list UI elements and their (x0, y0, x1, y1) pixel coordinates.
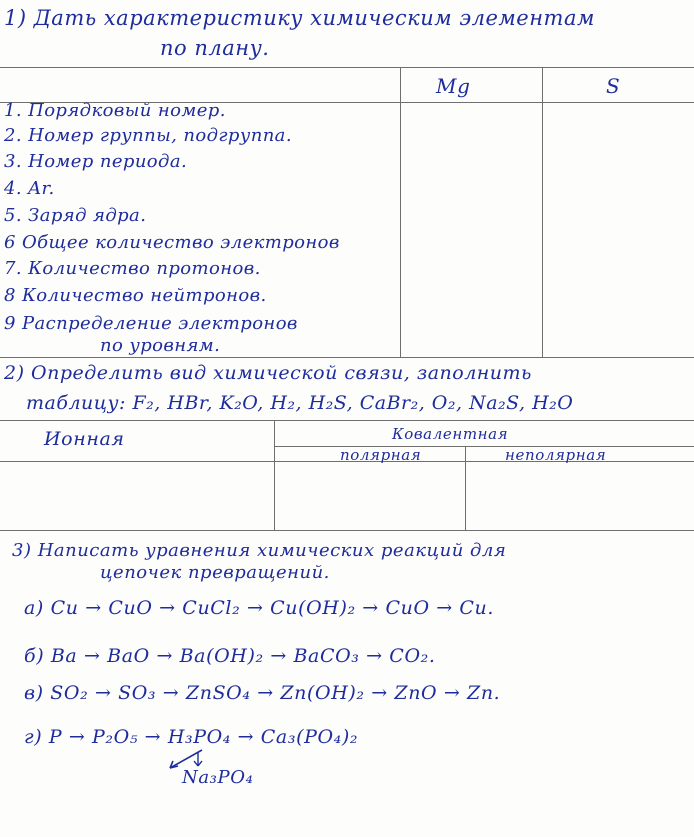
column-header-nonpolar: неполярная (505, 446, 607, 464)
reaction-chain-v: в) SO₂ → SO₃ → ZnSO₄ → Zn(OH)₂ → ZnO → Zn. (24, 682, 501, 704)
plan-item-continuation: по уровням. (100, 335, 221, 356)
task2-heading-line1: 2) Определить вид химической связи, заполнить (4, 362, 532, 384)
task3-heading-line1: 3) Написать уравнения химических реакций для (12, 540, 507, 561)
table-bottom-border (0, 530, 694, 531)
task1-heading-line2: по плану. (160, 36, 270, 60)
plan-item: 5. Заряд ядра. (4, 205, 147, 226)
reaction-chain-g: г) P → P₂O₅ → H₃PO₄ → Ca₃(PO₄)₂ (24, 726, 359, 748)
reaction-chain-a: а) Cu → CuO → CuCl₂ → Cu(OH)₂ → CuO → Cu. (24, 597, 495, 619)
plan-item: 1. Порядковый номер. (4, 100, 226, 121)
column-header-ionic: Ионная (44, 428, 125, 450)
plan-item: 8 Количество нейтронов. (4, 285, 267, 306)
table-column-divider (465, 446, 466, 530)
table-top-border (0, 67, 694, 68)
task3-heading-line2: цепочек превращений. (100, 562, 330, 583)
table-column-divider (274, 420, 275, 530)
table-top-border (0, 420, 694, 421)
table-column-divider (542, 67, 543, 357)
plan-item: 9 Распределение электронов (4, 313, 298, 334)
table-column-divider (400, 67, 401, 357)
table-bottom-border (0, 357, 694, 358)
task2-heading-line2: таблицу: F₂, HBr, K₂O, H₂, H₂S, CaBr₂, O₂, Na₂S, H₂O (26, 392, 574, 414)
plan-item: 7. Количество протонов. (4, 258, 261, 279)
plan-item: 4. Ar. (4, 178, 55, 199)
branch-product: Na₃PO₄ (182, 767, 254, 788)
reaction-chain-b: б) Ba → BaO → Ba(OH)₂ → BaCO₃ → CO₂. (24, 645, 436, 667)
plan-item: 2. Номер группы, подгруппа. (4, 125, 292, 146)
plan-item: 3. Номер периода. (4, 151, 188, 172)
table-subheader-border (274, 446, 694, 447)
column-header-s: S (606, 74, 621, 98)
task1-heading-line1: 1) Дать характеристику химическим элементам (4, 6, 595, 30)
column-header-covalent: Ковалентная (392, 425, 509, 443)
plan-item: 6 Общее количество электронов (4, 232, 340, 253)
column-header-polar: полярная (340, 446, 422, 464)
column-header-mg: Mg (436, 74, 471, 98)
